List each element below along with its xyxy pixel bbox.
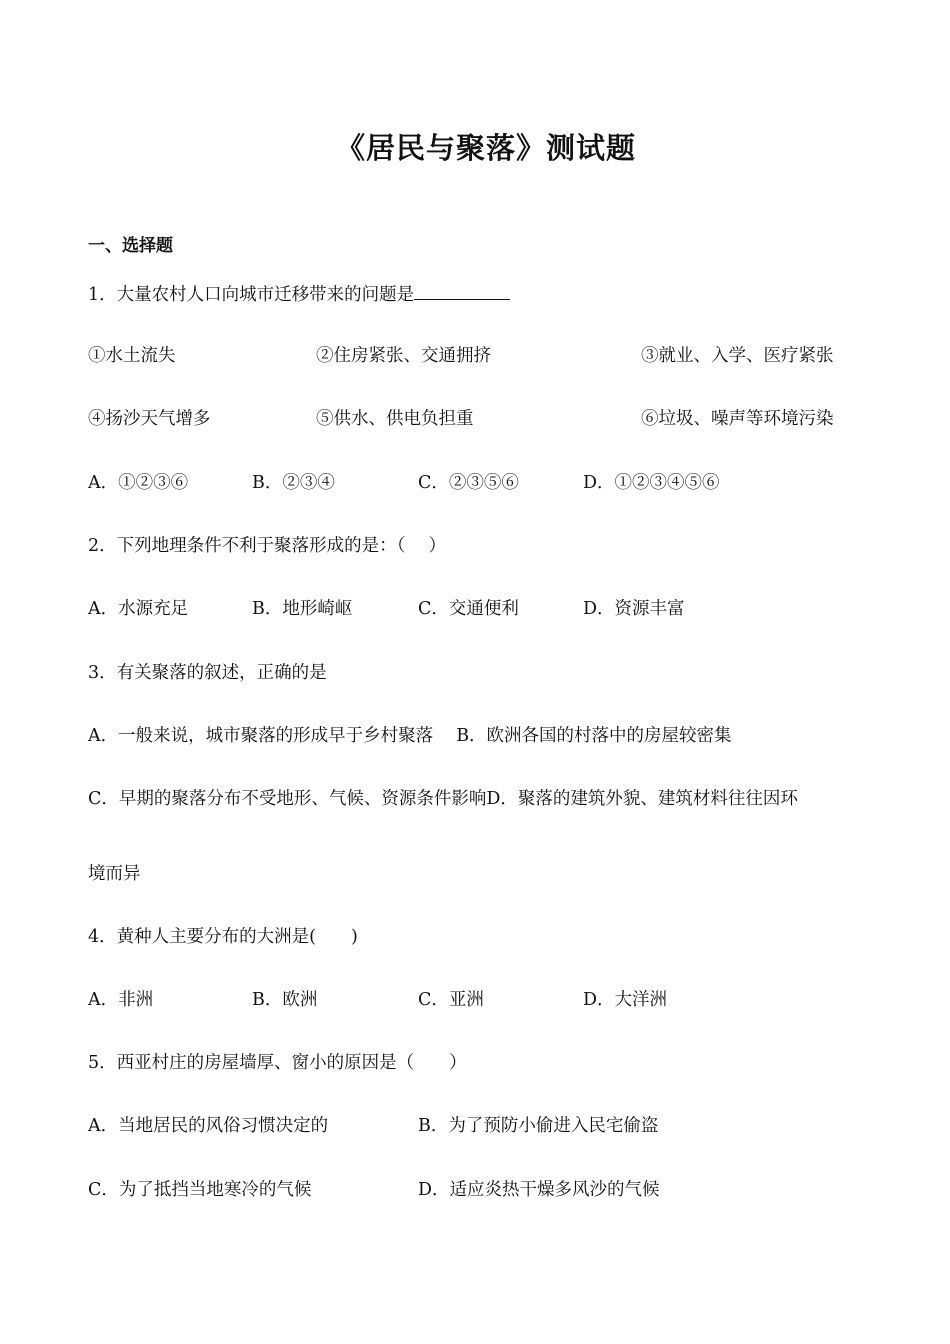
question-2-stem: 2．下列地理条件不利于聚落形成的是：（ ）	[88, 536, 446, 556]
q1-item-3: ③就业、入学、医疗紧张	[641, 346, 834, 366]
question-1	[88, 283, 510, 307]
q1-option-b: B．②③④	[252, 473, 335, 493]
question-5-stem: 5．西亚村庄的房屋墙厚、窗小的原因是（ ）	[88, 1053, 467, 1073]
q4-option-b: B．欧洲	[252, 990, 318, 1010]
q1-item-1: ①水土流失	[88, 346, 176, 366]
section-heading: 一、选择题	[88, 236, 173, 256]
q5-option-a: A．当地居民的风俗习惯决定的	[88, 1116, 329, 1136]
question-1-stem: 1．大量农村人口向城市迁移带来的问题是	[88, 285, 415, 305]
q5-option-d: D．适应炎热干燥多风沙的气候	[418, 1180, 660, 1200]
q1-option-d: D．①②③④⑤⑥	[583, 473, 720, 493]
q1-item-6: ⑥垃圾、噪声等环境污染	[641, 409, 834, 429]
question-4-stem: 4．黄种人主要分布的大洲是( )	[88, 927, 358, 947]
q4-option-c: C．亚洲	[418, 990, 484, 1010]
q1-option-a: A．①②③⑥	[88, 473, 189, 493]
q5-option-b: B．为了预防小偷进入民宅偷盗	[418, 1116, 659, 1136]
q2-option-d: D．资源丰富	[583, 599, 685, 619]
q2-option-a: A．水源充足	[88, 599, 189, 619]
answer-blank	[414, 283, 510, 300]
q2-option-c: C．交通便利	[418, 599, 519, 619]
q4-option-d: D．大洋洲	[583, 990, 668, 1010]
q5-option-c: C．为了抵挡当地寒冷的气候	[88, 1180, 312, 1200]
page-title: 《居民与聚落》测试题	[335, 131, 636, 165]
q3-options-line-2: C．早期的聚落分布不受地形、气候、资源条件影响D．聚落的建筑外貌、建筑材料往往因环	[88, 789, 798, 809]
q4-option-a: A．非洲	[88, 990, 154, 1010]
q1-item-4: ④扬沙天气增多	[88, 409, 211, 429]
q1-item-2: ②住房紧张、交通拥挤	[316, 346, 491, 366]
question-3-stem: 3．有关聚落的叙述，正确的是	[88, 663, 327, 683]
q1-option-c: C．②③⑤⑥	[418, 473, 519, 493]
q1-item-5: ⑤供水、供电负担重	[316, 409, 474, 429]
q2-option-b: B．地形崎岖	[252, 599, 353, 619]
q3-options-line-1: A．一般来说，城市聚落的形成早于乡村聚落 B．欧洲各国的村落中的房屋较密集	[88, 726, 732, 746]
q3-options-line-3: 境而异	[88, 864, 141, 884]
